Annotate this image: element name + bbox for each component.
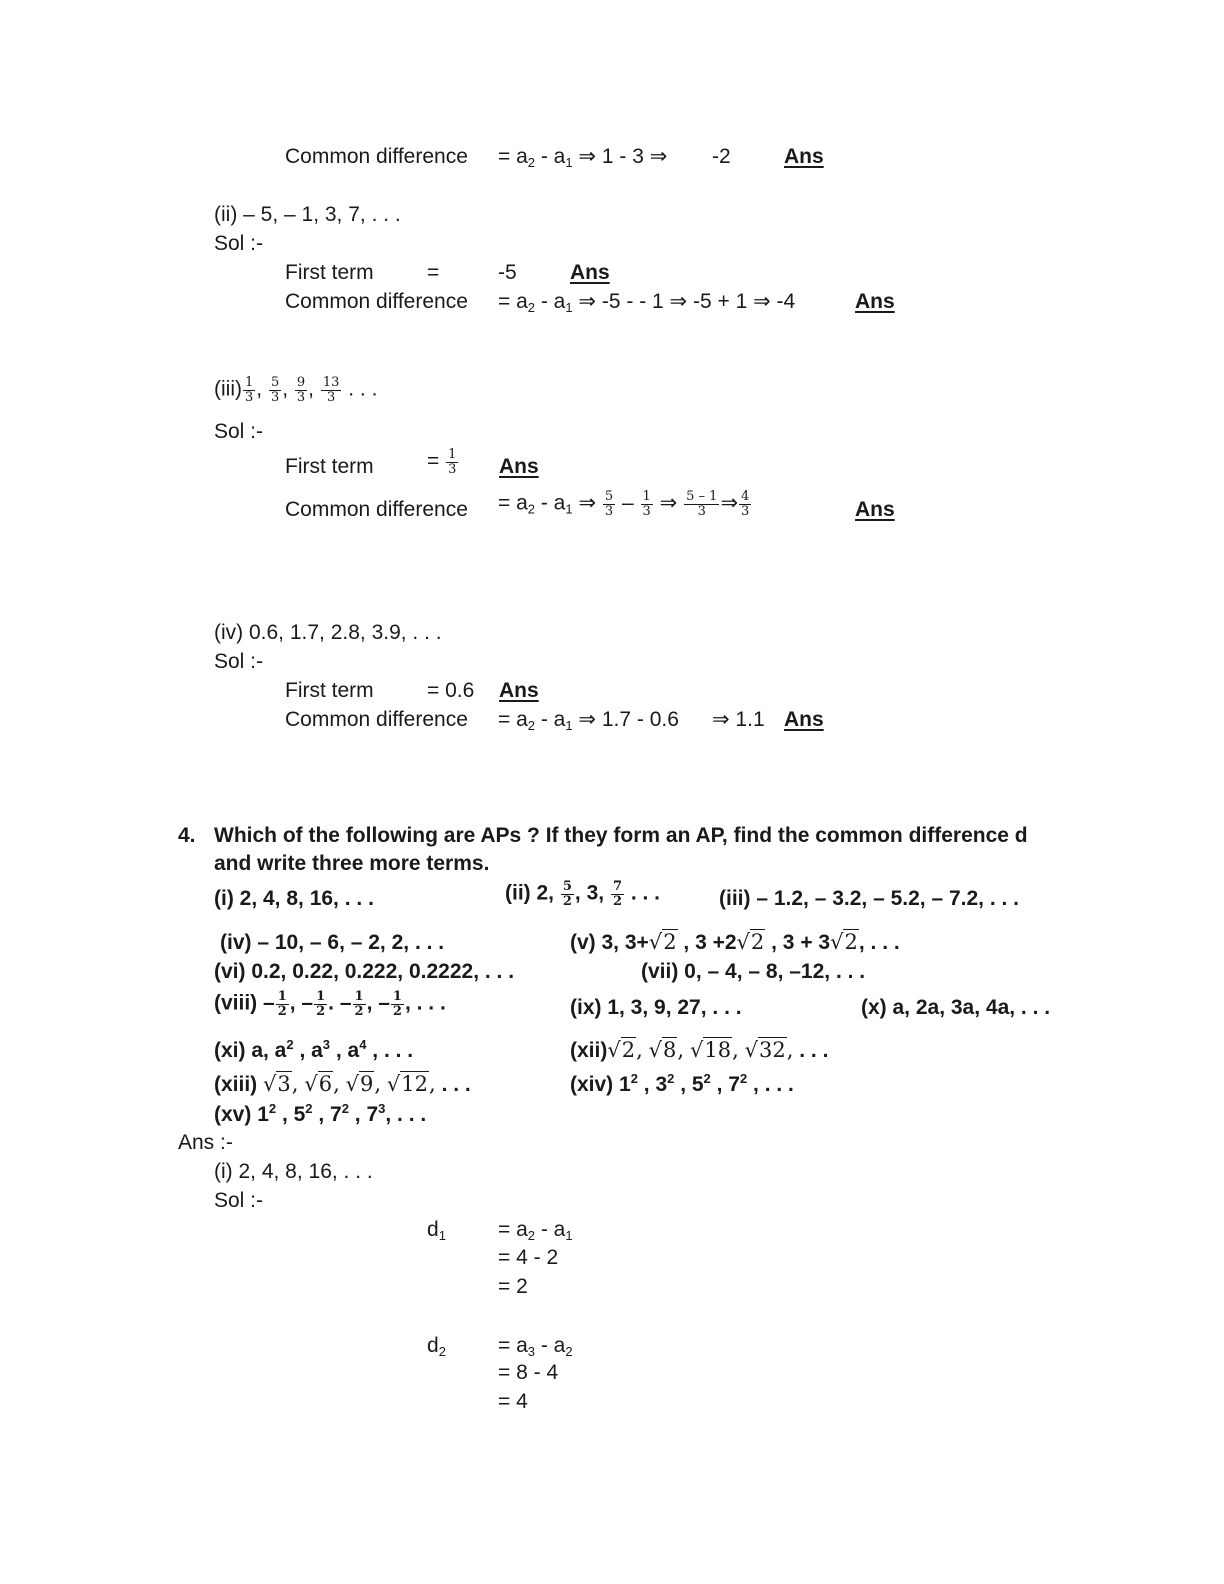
sol-label: Sol :-	[214, 232, 264, 255]
cd-result-iv: ⇒ 1.1	[712, 708, 765, 731]
cd-expression-iii: = $a_2 - a_1$ ⇒ $\frac{5}{3}$ – $\frac{1}{3}$ ⇒ $\frac{5 - 1}{3}$ ⇒ $\frac{4}{3}$	[498, 489, 750, 519]
first-term-value-ii: -5	[498, 261, 517, 284]
question-text-line1: Which of the following are APs ? If they form an AP, find the common difference d	[214, 824, 1028, 847]
first-term-value-iv: = 0.6	[427, 679, 475, 702]
d1-line3: = 2	[498, 1275, 528, 1298]
q4-item-xii: (xii)√2, √8, √18, √32, . . .	[570, 1038, 829, 1062]
q4-item-x: (x) a, 2a, 3a, 4a, . . .	[861, 996, 1051, 1019]
first-term-label-iv: First term	[285, 679, 374, 702]
q4-item-v: (v) 3, 3+√2 , 3 +2√2 , 3 + 3√2, . . .	[570, 930, 900, 954]
cd-expression-iv: = $a_2 - a_1$ ⇒ 1.7 - 0.6	[498, 708, 679, 733]
ans-label: Ans	[855, 290, 895, 313]
cd-expression-ii: = $a_2 - a_1$ ⇒ -5 - - 1 ⇒ -5 + 1 ⇒ -4	[498, 290, 796, 315]
q4-item-xv: (xv) $1^2$ , $5^2$ , $7^2$ , $7^3$, . . .	[214, 1101, 427, 1126]
q4-item-viii: (viii) – $\frac{1}{2}$ , – $\frac{1}{2}$ . – $\frac{1}{2}$ , – $\frac{1}{2}$ , . . .	[214, 989, 446, 1019]
q4-item-xiii: (xiii) √3, √6, √9, √12, . . .	[214, 1072, 471, 1096]
d2-label: $d_2$	[427, 1334, 446, 1359]
q4-item-vii: (vii) 0, – 4, – 8, –12, . . .	[641, 960, 866, 983]
sol-label: Sol :-	[214, 1189, 264, 1212]
answer-label: Ans :-	[178, 1131, 233, 1154]
first-term-label-ii: First term	[285, 261, 374, 284]
cd-label-ii: Common difference	[285, 290, 468, 313]
question-iii: (iii) $\frac{1}{3}$ , $\frac{5}{3}$ , $\frac{9}{3}$ , $\frac{13}{3}$ . . .	[214, 375, 378, 405]
q4-item-xi: (xi) a, $a^2$ , $a^3$ , $a^4$ , . . .	[214, 1037, 414, 1062]
ans-label: Ans	[784, 708, 824, 731]
d2-line1: = $a_3 - a_2$	[498, 1334, 573, 1359]
ans-label: Ans	[784, 145, 824, 168]
question-text-line2: and write three more terms.	[214, 852, 490, 875]
q4-item-ii: (ii) 2, $\frac{5}{2}$ , 3, $\frac{7}{2}$ . . .	[505, 879, 661, 909]
q4-item-iii: (iii) – 1.2, – 3.2, – 5.2, – 7.2, . . .	[719, 887, 1019, 910]
d2-line3: = 4	[498, 1390, 528, 1413]
d2-line2: = 8 - 4	[498, 1361, 559, 1384]
ans-label: Ans	[499, 455, 539, 478]
cd-label-i: Common difference	[285, 145, 468, 168]
q4-item-iv: (iv) – 10, – 6, – 2, 2, . . .	[220, 931, 445, 954]
ans-label: Ans	[499, 679, 539, 702]
ans-label: Ans	[570, 261, 610, 284]
q4-item-xiv: (xiv) $1^2$ , $3^2$ , $5^2$ , $7^2$ , . . .	[570, 1071, 794, 1096]
cd-value-i: -2	[712, 145, 731, 168]
answer-part-i: (i) 2, 4, 8, 16, . . .	[214, 1160, 373, 1183]
first-term-label-iii: First term	[285, 455, 374, 478]
d1-label: $d_1$	[427, 1218, 446, 1243]
first-term-value-iii: = $\frac{1}{3}$	[427, 447, 457, 477]
d1-line2: = 4 - 2	[498, 1246, 559, 1269]
question-ii: (ii) – 5, – 1, 3, 7, . . .	[214, 203, 401, 226]
sol-label: Sol :-	[214, 420, 264, 443]
sol-label: Sol :-	[214, 650, 264, 673]
question-number: 4.	[178, 824, 196, 847]
q4-item-ix: (ix) 1, 3, 9, 27, . . .	[570, 996, 742, 1019]
cd-expression-i: = $a_2 - a_1$ ⇒ 1 - 3 ⇒	[498, 145, 668, 170]
cd-label-iii: Common difference	[285, 498, 468, 521]
cd-label-iv: Common difference	[285, 708, 468, 731]
d1-line1: = $a_2 - a_1$	[498, 1218, 573, 1243]
q4-item-vi: (vi) 0.2, 0.22, 0.222, 0.2222, . . .	[214, 960, 515, 983]
ans-label: Ans	[855, 498, 895, 521]
q4-item-i: (i) 2, 4, 8, 16, . . .	[214, 887, 374, 910]
first-term-eq-ii: =	[427, 261, 440, 284]
question-iv: (iv) 0.6, 1.7, 2.8, 3.9, . . .	[214, 621, 442, 644]
